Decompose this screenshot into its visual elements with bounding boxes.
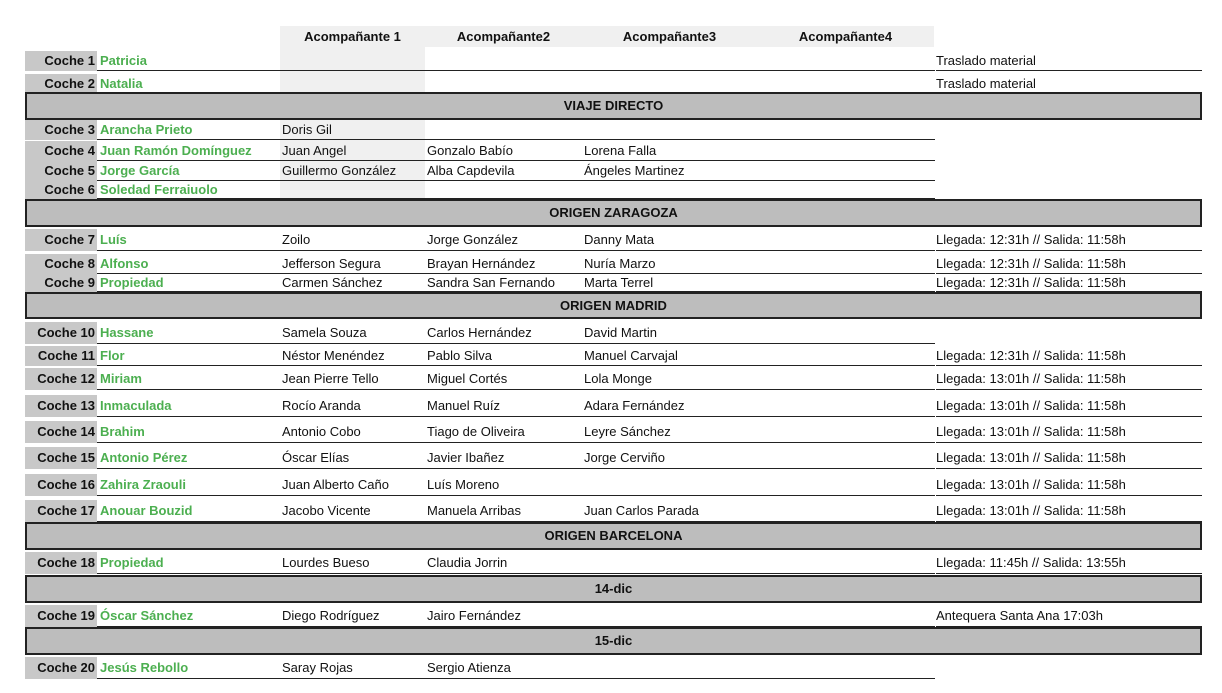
row-underline — [97, 468, 935, 469]
companion-2: Tiago de Oliveira — [427, 424, 525, 439]
driver-name: Juan Ramón Domínguez — [100, 143, 252, 158]
car-label: Coche 15 — [25, 447, 97, 469]
header-acompanante-4: Acompañante4 — [757, 26, 934, 47]
companion-1: Rocío Aranda — [282, 398, 361, 413]
companion-1: Diego Rodríguez — [282, 608, 380, 623]
row-underline — [97, 343, 935, 344]
car-label: Coche 10 — [25, 322, 97, 344]
car-label: Coche 13 — [25, 395, 97, 417]
section-header: 15-dic — [25, 627, 1202, 655]
companion-3: Jorge Cerviño — [584, 450, 665, 465]
companion-1: Carmen Sánchez — [282, 275, 383, 290]
section-header: 14-dic — [25, 575, 1202, 603]
companion-1: Saray Rojas — [282, 660, 353, 675]
section-header: ORIGEN ZARAGOZA — [25, 199, 1202, 227]
companion-1: Néstor Menéndez — [282, 348, 385, 363]
companion-2: Claudia Jorrin — [427, 555, 508, 570]
companion-3: Lola Monge — [584, 371, 652, 386]
companion-1: Lourdes Bueso — [282, 555, 370, 570]
car-label: Coche 5 — [25, 161, 97, 181]
table-row — [25, 447, 1202, 469]
table-row — [25, 368, 1202, 390]
companion-3: Ángeles Martinez — [584, 163, 685, 178]
table-row — [25, 274, 1202, 292]
note-underline — [936, 468, 1202, 469]
companion-2: Miguel Cortés — [427, 371, 508, 386]
companion-3: Juan Carlos Parada — [584, 503, 699, 518]
car-label: Coche 1 — [25, 51, 97, 71]
driver-name: Natalia — [100, 76, 143, 91]
driver-name: Propiedad — [100, 275, 164, 290]
note-text: Llegada: 11:45h // Salida: 13:55h — [936, 555, 1126, 570]
car-label: Coche 18 — [25, 552, 97, 574]
note-text: Llegada: 13:01h // Salida: 11:58h — [936, 450, 1126, 465]
driver-name: Inmaculada — [100, 398, 172, 413]
row-underline — [97, 416, 935, 417]
note-text: Antequera Santa Ana 17:03h — [936, 608, 1103, 623]
car-label: Coche 19 — [25, 605, 97, 627]
companion-2: Alba Capdevila — [427, 163, 515, 178]
note-text: Llegada: 13:01h // Salida: 11:58h — [936, 371, 1126, 386]
car-label: Coche 14 — [25, 421, 97, 443]
driver-name: Miriam — [100, 371, 142, 386]
table-row — [25, 74, 1202, 94]
row-underline — [97, 678, 935, 679]
car-label: Coche 16 — [25, 474, 97, 496]
note-text: Llegada: 13:01h // Salida: 11:58h — [936, 424, 1126, 439]
header-acompanante-1: Acompañante 1 — [280, 26, 425, 47]
companion-1: Jefferson Segura — [282, 256, 381, 271]
car-label: Coche 11 — [25, 346, 97, 366]
row-underline — [97, 365, 935, 366]
companion-1: Antonio Cobo — [282, 424, 361, 439]
companion-2: Sergio Atienza — [427, 660, 511, 675]
table-row — [25, 605, 1202, 627]
companion-2: Gonzalo Babío — [427, 143, 514, 158]
companion-3: Lorena Falla — [584, 143, 657, 158]
driver-name: Antonio Pérez — [100, 450, 188, 465]
note-underline — [936, 365, 1202, 366]
companion-2: Carlos Hernández — [427, 325, 532, 340]
table-row — [25, 229, 1202, 251]
companion-3: Nuría Marzo — [584, 256, 656, 271]
companion-1: Guillermo González — [282, 163, 397, 178]
driver-name: Óscar Sánchez — [100, 608, 194, 623]
companion-2: Jairo Fernández — [427, 608, 521, 623]
section-header: VIAJE DIRECTO — [25, 92, 1202, 120]
companion-2: Manuela Arribas — [427, 503, 521, 518]
header-acompanante-2: Acompañante2 — [425, 26, 582, 47]
companion-2: Luís Moreno — [427, 477, 500, 492]
table-row — [25, 657, 1202, 679]
note-underline — [936, 495, 1202, 496]
driver-name: Zahira Zraouli — [100, 477, 186, 492]
companion-1: Doris Gil — [282, 122, 332, 137]
row-underline — [97, 389, 935, 390]
driver-name: Alfonso — [100, 256, 149, 271]
row-underline — [97, 573, 935, 574]
car-label: Coche 2 — [25, 74, 97, 94]
note-text: Llegada: 12:31h // Salida: 11:58h — [936, 275, 1126, 290]
note-text: Traslado material — [936, 76, 1036, 91]
table-row — [25, 395, 1202, 417]
note-text: Llegada: 13:01h // Salida: 11:58h — [936, 477, 1126, 492]
companion-1: Jean Pierre Tello — [282, 371, 379, 386]
companion-3: Danny Mata — [584, 232, 655, 247]
table-row — [25, 500, 1202, 522]
car-label: Coche 8 — [25, 254, 97, 274]
companion-2: Javier Ibañez — [427, 450, 505, 465]
row-underline — [97, 70, 935, 71]
car-label: Coche 17 — [25, 500, 97, 522]
note-text: Llegada: 12:31h // Salida: 11:58h — [936, 256, 1126, 271]
companion-1: Óscar Elías — [282, 450, 350, 465]
driver-name: Patricia — [100, 53, 147, 68]
companion-1: Juan Alberto Caño — [282, 477, 389, 492]
note-underline — [936, 416, 1202, 417]
driver-name: Luís — [100, 232, 127, 247]
companion-2: Brayan Hernández — [427, 256, 536, 271]
note-text: Llegada: 13:01h // Salida: 11:58h — [936, 503, 1126, 518]
companion-1: Zoilo — [282, 232, 311, 247]
table-row — [25, 421, 1202, 443]
row-underline — [97, 442, 935, 443]
companion-2: Sandra San Fernando — [427, 275, 555, 290]
companion-3: Leyre Sánchez — [584, 424, 671, 439]
note-underline — [936, 573, 1202, 574]
table-row — [25, 141, 1202, 161]
driver-name: Hassane — [100, 325, 154, 340]
driver-name: Arancha Prieto — [100, 122, 193, 137]
companion-1: Juan Angel — [282, 143, 347, 158]
row-underline — [97, 495, 935, 496]
table-row — [25, 474, 1202, 496]
car-label: Coche 6 — [25, 181, 97, 199]
note-text: Traslado material — [936, 53, 1036, 68]
car-label: Coche 3 — [25, 120, 97, 140]
driver-name: Flor — [100, 348, 125, 363]
table-row — [25, 552, 1202, 574]
companion-3: Marta Terrel — [584, 275, 654, 290]
car-label: Coche 20 — [25, 657, 97, 679]
note-text: Llegada: 13:01h // Salida: 11:58h — [936, 398, 1126, 413]
companion-2: Jorge González — [427, 232, 519, 247]
table-row — [25, 254, 1202, 274]
section-header: ORIGEN MADRID — [25, 292, 1202, 319]
table-row — [25, 181, 1202, 199]
driver-name: Soledad Ferraiuolo — [100, 182, 218, 197]
companion-1: Jacobo Vicente — [282, 503, 371, 518]
header-acompanante-3: Acompañante3 — [582, 26, 757, 47]
row-underline — [97, 250, 935, 251]
companion-1: Samela Souza — [282, 325, 367, 340]
table-row — [25, 120, 1202, 140]
note-text: Llegada: 12:31h // Salida: 11:58h — [936, 232, 1126, 247]
row-underline — [97, 139, 935, 140]
car-label: Coche 12 — [25, 368, 97, 390]
driver-name: Anouar Bouzid — [100, 503, 193, 518]
driver-name: Propiedad — [100, 555, 164, 570]
table-row — [25, 322, 1202, 344]
note-underline — [936, 442, 1202, 443]
driver-name: Jorge García — [100, 163, 180, 178]
car-label: Coche 9 — [25, 274, 97, 292]
companion-3: Adara Fernández — [584, 398, 685, 413]
companion-2: Manuel Ruíz — [427, 398, 500, 413]
car-label: Coche 7 — [25, 229, 97, 251]
car-label: Coche 4 — [25, 141, 97, 161]
table-row — [25, 161, 1202, 181]
driver-name: Brahim — [100, 424, 145, 439]
companion-2: Pablo Silva — [427, 348, 493, 363]
note-underline — [936, 389, 1202, 390]
note-underline — [936, 250, 1202, 251]
companion-3: Manuel Carvajal — [584, 348, 678, 363]
table-row — [25, 346, 1202, 366]
table-row — [25, 51, 1202, 71]
section-header: ORIGEN BARCELONA — [25, 522, 1202, 550]
companion-3: David Martin — [584, 325, 657, 340]
note-underline — [936, 70, 1202, 71]
note-text: Llegada: 12:31h // Salida: 11:58h — [936, 348, 1126, 363]
driver-name: Jesús Rebollo — [100, 660, 189, 675]
